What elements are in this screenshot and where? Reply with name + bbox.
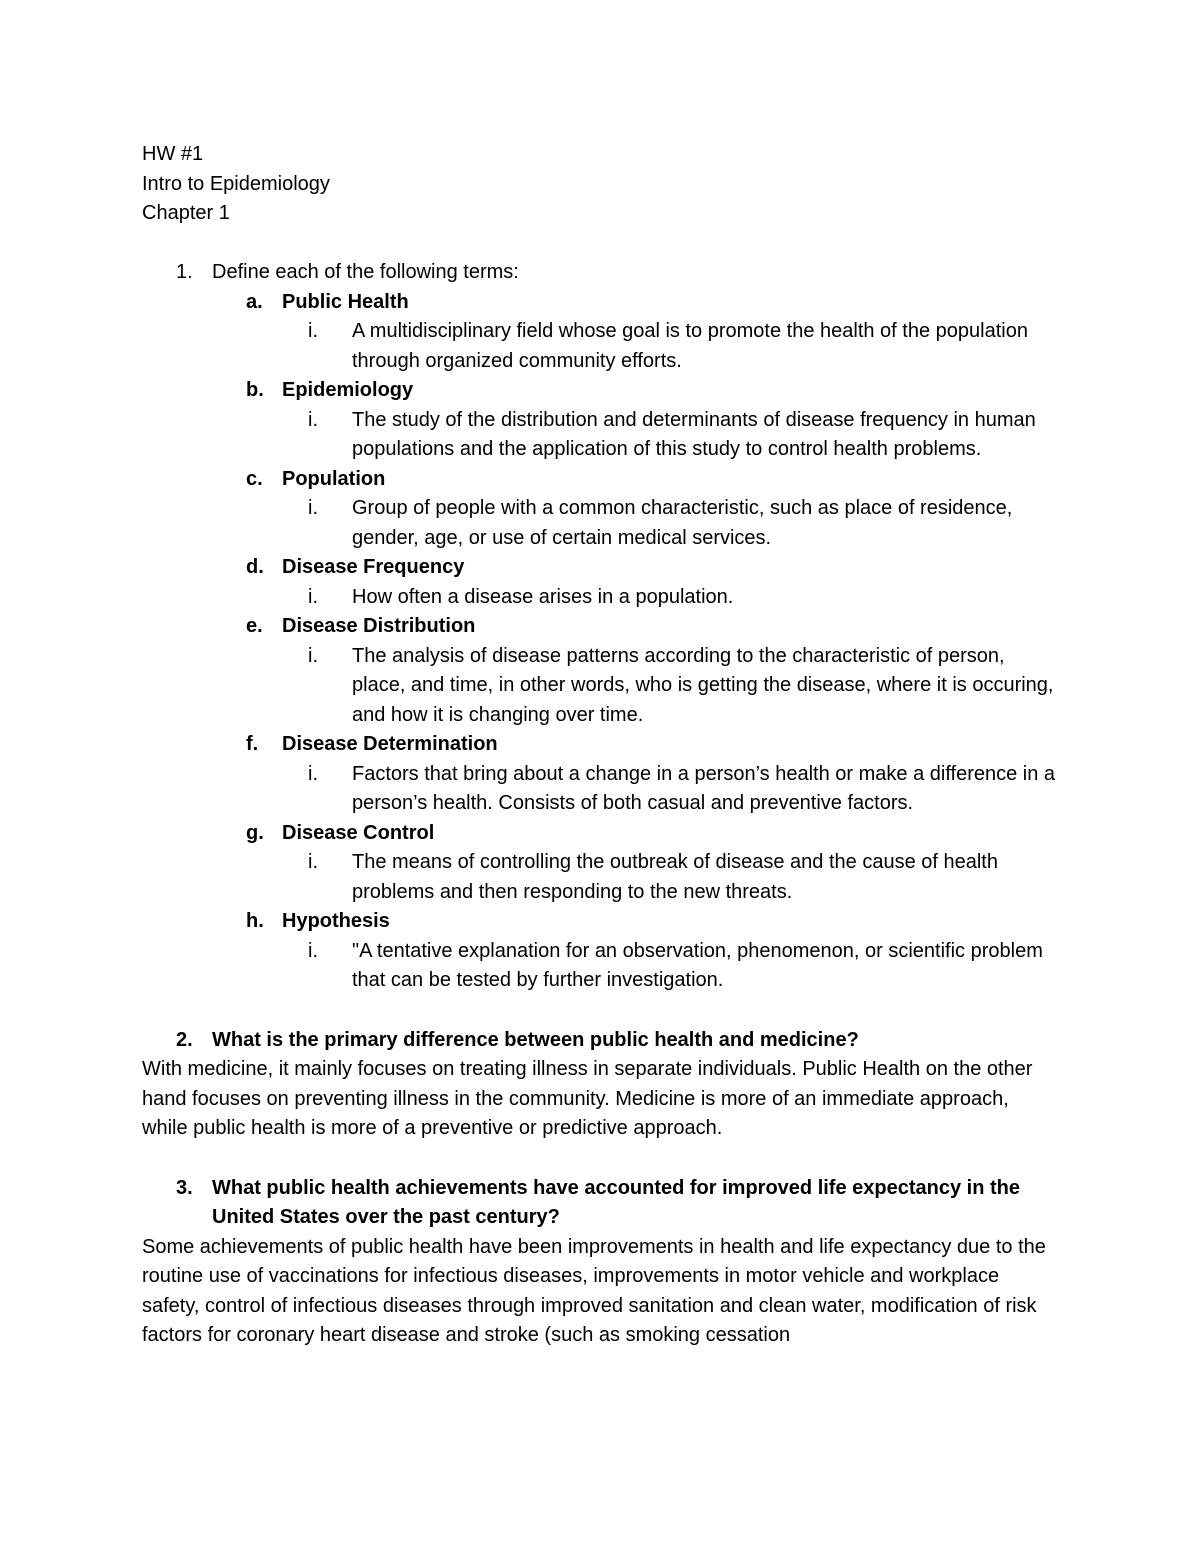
question-1-prompt: Define each of the following terms: [212,261,519,283]
question-2-number: 2. [176,1028,193,1051]
definition-numeral: i. [308,585,318,608]
definition-epidemiology [142,406,1062,465]
question-3-number: 3. [176,1176,193,1199]
question-3-text: What public health achievements have accounted for improved life expectancy in the United States over the past century? [212,1176,1020,1228]
term-name: Public Health [282,290,409,313]
definition-numeral: i. [308,762,318,785]
answer-2: With medicine, it mainly focuses on treating illness in separate individuals. Public Health on the other hand focuses on preventing illness in the community. Medicine is more of an immediate approach, while public health is more of a preventive or predictive approach. [142,1058,1033,1139]
question-2 [142,1026,1062,1056]
question-1 [142,258,1062,288]
definition-text: How often a disease arises in a population. [352,585,734,608]
term-disease-frequency [142,553,1062,583]
spacer [142,229,1062,259]
term-name: Hypothesis [282,910,390,932]
term-name: Disease Determination [282,733,498,755]
definition-numeral: i. [308,939,318,962]
term-name: Disease Frequency [282,556,465,578]
definition-public-health [142,317,1062,376]
definition-disease-distribution [142,642,1062,731]
document-body [142,140,1062,1351]
term-disease-control [142,819,1062,849]
header-chapter: Chapter 1 [142,202,230,224]
term-letter: g. [246,821,264,844]
term-name: Population [282,467,386,490]
definition-hypothesis [142,937,1062,996]
definition-numeral: i. [308,851,318,873]
term-public-health [142,288,1062,318]
question-2-text: What is the primary difference between public health and medicine? [212,1028,859,1051]
spacer [142,996,1062,1026]
definition-disease-determination [142,760,1062,819]
term-name: Epidemiology [282,379,414,401]
definition-numeral: i. [308,320,318,342]
term-letter: d. [246,556,264,578]
definition-text: A multidisciplinary field whose goal is to promote the health of the population through organized community efforts. [352,320,1028,372]
term-letter: e. [246,615,263,637]
term-name: Disease Distribution [282,615,476,637]
term-letter: c. [246,467,263,490]
term-letter: h. [246,910,264,932]
header-hw-number: HW #1 [142,143,204,165]
spacer [142,1144,1062,1174]
term-epidemiology [142,376,1062,406]
header-course: Intro to Epidemiology [142,172,330,195]
definition-disease-frequency [142,583,1062,613]
term-population [142,465,1062,495]
term-letter: f. [246,733,259,755]
definition-text: Factors that bring about a change in a person’s health or make a difference in a person’s health. Consists of both casual and preventive factors. [352,762,1056,814]
question-1-number: 1. [176,261,193,283]
definition-numeral: i. [308,408,318,431]
definition-population [142,494,1062,553]
definition-text: Group of people with a common characteristic, such as place of residence, gender, age, or use of certain medical services. [352,497,1013,549]
term-name: Disease Control [282,821,435,844]
definition-numeral: i. [308,644,318,667]
definition-numeral: i. [308,497,318,519]
answer-3: Some achievements of public health have been improvements in health and life expectancy due to the routine use of vaccinations for infectious diseases, improvements in motor vehicle and workplace safety, control of infectious diseases through improved sanitation and clean water, modification of risk factors for coronary heart disease and stroke (such as smoking cessation [142,1235,1046,1346]
term-hypothesis [142,907,1062,937]
term-disease-determination [142,730,1062,760]
term-letter: b. [246,379,264,401]
term-disease-distribution [142,612,1062,642]
definition-text: The study of the distribution and determinants of disease frequency in human populations and the application of this study to control health problems. [352,408,1036,460]
definition-disease-control [142,848,1062,907]
term-letter: a. [246,290,263,313]
question-3 [142,1174,1062,1233]
definition-text: "A tentative explanation for an observation, phenomenon, or scientific problem that can be tested by further investigation. [352,939,1043,991]
definition-text: The analysis of disease patterns according to the characteristic of person, place, and time, in other words, who is getting the disease, where it is occuring, and how it is changing over time. [352,644,1054,726]
definition-text: The means of controlling the outbreak of disease and the cause of health problems and then responding to the new threats. [352,851,998,903]
